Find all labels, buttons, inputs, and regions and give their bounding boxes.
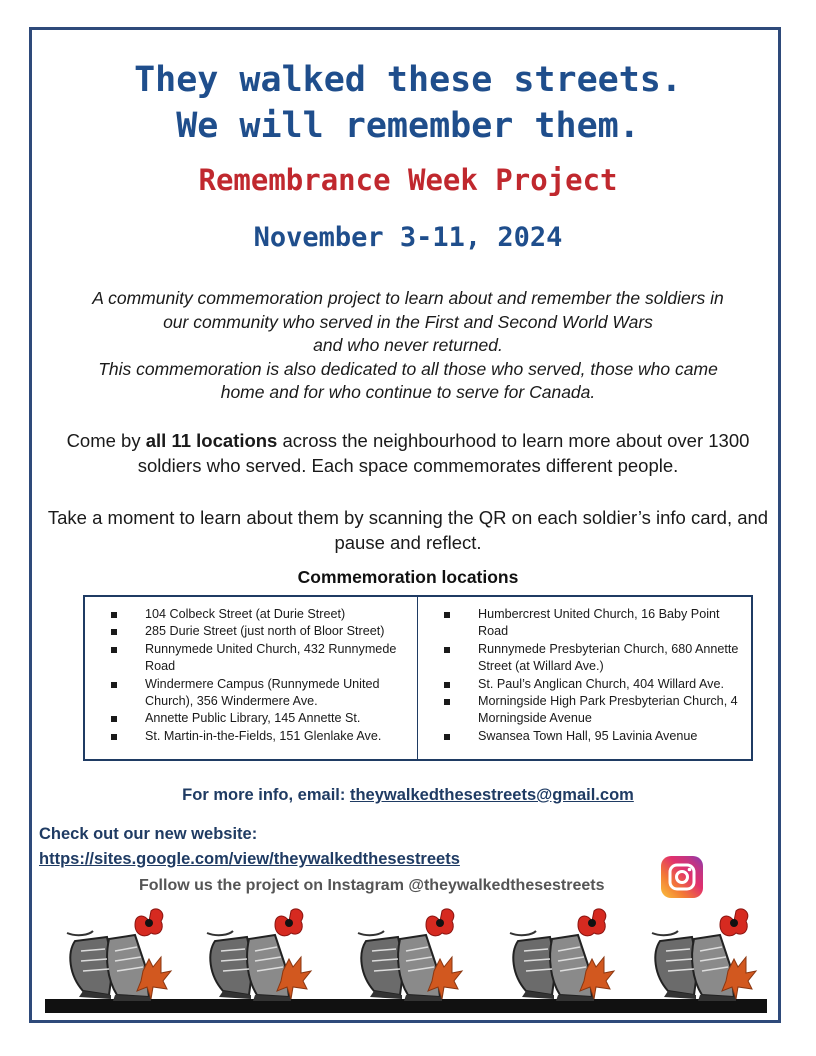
location-item: St. Paul’s Anglican Church, 404 Willard Ave.	[440, 676, 745, 693]
location-item: Annette Public Library, 145 Annette St.	[107, 710, 411, 727]
boots-poppy-maple-leaf-icon	[354, 895, 466, 1001]
locations-paragraph-end: across the neighbourhood to learn more about over 1300 soldiers who served. Each space commemorates different people.	[137, 430, 750, 476]
intro-line: home and for who continue to serve for Canada.	[220, 382, 596, 402]
website-label: Check out our new website:	[39, 825, 258, 843]
project-subtitle: Remembrance Week Project	[198, 163, 618, 197]
location-item: Runnymede United Church, 432 Runnymede Road	[107, 641, 411, 676]
locations-right-column	[418, 597, 751, 759]
location-item: Swansea Town Hall, 95 Lavinia Avenue	[440, 728, 745, 745]
headline-line-1: They walked these streets.	[134, 60, 682, 100]
intro-line: our community who served in the First and Second World Wars	[163, 311, 653, 332]
headline-line-2: We will remember them.	[176, 106, 640, 146]
boots-poppy-maple-leaf-icon	[63, 895, 175, 1001]
locations-paragraph	[40, 428, 776, 478]
email-link[interactable]: theywalkedthesestreets@gmail.com	[349, 786, 634, 804]
locations-count: all 11 locations	[145, 430, 278, 451]
email-label: For more info, email:	[182, 786, 350, 804]
location-item: Humbercrest United Church, 16 Baby Point Road	[440, 606, 745, 641]
website-link[interactable]: https://sites.google.com/view/theywalkedthesestreets	[39, 850, 460, 868]
boots-poppy-maple-leaf-icon	[648, 895, 760, 1001]
location-item: Windermere Campus (Runnymede United Church), 356 Windermere Ave.	[107, 676, 411, 711]
location-item: Runnymede Presbyterian Church, 680 Annette Street (at Willard Ave.)	[440, 641, 745, 676]
intro-paragraph	[40, 287, 776, 405]
website-block	[39, 822, 460, 872]
boots-poppy-maple-leaf-icon	[506, 895, 618, 1001]
locations-left-column	[85, 597, 418, 759]
ground-strip	[45, 999, 767, 1013]
intro-line: and who never returned.	[313, 335, 503, 355]
intro-line: This commemoration is also dedicated to all those who served, those who came	[98, 358, 718, 379]
locations-heading: Commemoration locations	[297, 567, 519, 587]
intro-line: A community commemoration project to learn about and remember the soldiers in	[92, 288, 724, 308]
location-item: St. Martin-in-the-Fields, 151 Glenlake Ave.	[107, 728, 411, 745]
event-dates: November 3-11, 2024	[253, 222, 563, 253]
locations-table	[83, 595, 753, 761]
boots-poppy-maple-leaf-icon	[203, 895, 315, 1001]
locations-paragraph-start: Come by	[66, 430, 146, 451]
instagram-icon[interactable]	[661, 856, 703, 898]
location-item: 104 Colbeck Street (at Durie Street)	[107, 606, 411, 623]
instagram-text: Follow us the project on Instagram @theywalkedthesestreets	[139, 877, 605, 894]
location-item: Morningside High Park Presbyterian Church, 4 Morningside Avenue	[440, 693, 745, 728]
qr-paragraph: Take a moment to learn about them by scanning the QR on each soldier’s info card, and pause and reflect.	[47, 507, 769, 553]
more-info	[0, 786, 816, 805]
location-item: 285 Durie Street (just north of Bloor Street)	[107, 623, 411, 640]
